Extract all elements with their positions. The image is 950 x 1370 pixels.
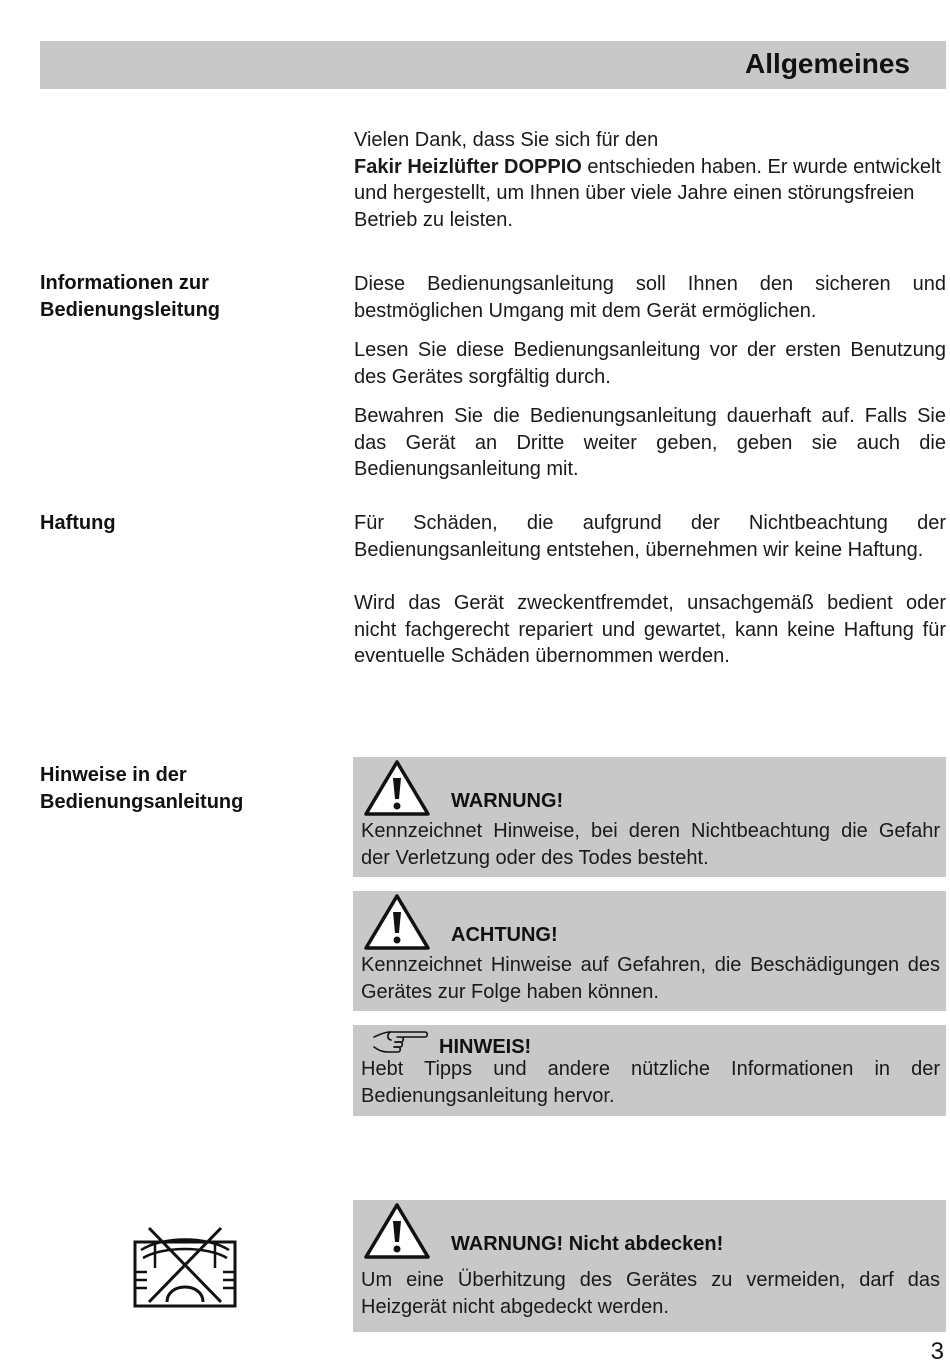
notice-text: Hebt Tipps und andere nützliche Informationen in der Bedienungsanleitung hervor. [361, 1058, 940, 1107]
page-title: Allgemeines [745, 48, 910, 79]
paragraph: Diese Bedienungsanleitung soll Ihnen den sicheren und bestmöglichen Umgang mit dem Gerät ermöglichen. [354, 273, 946, 322]
section-body-liability [354, 510, 946, 683]
paragraph: Lesen Sie diese Bedienungsanleitung vor der ersten Benutzung des Gerätes sorgfältig durch. [354, 339, 946, 388]
section-heading-line: Haftung [40, 512, 116, 534]
warning-triangle-icon [363, 1202, 431, 1260]
notice-head [361, 1200, 940, 1270]
notice-title: HINWEIS! [439, 1036, 532, 1058]
notice-text: Kennzeichnet Hinweise auf Gefahren, die Beschädigungen des Gerätes zur Folge haben können. [361, 954, 940, 1003]
page-header [40, 41, 946, 89]
section-heading-info [40, 270, 330, 324]
section-heading-line: Informationen zur [40, 272, 209, 294]
section-heading-line: Bedienungsanleitung [40, 791, 244, 813]
intro-rest: entschieden haben. Er wurde entwickelt und hergestellt, um Ihnen über viele Jahre einen störungsfreien Betrieb zu leisten. [354, 155, 941, 231]
do-not-cover-icon [133, 1222, 237, 1308]
product-name: Fakir Heizlüfter DOPPIO [354, 155, 582, 178]
paragraph: Für Schäden, die aufgrund der Nichtbeachtung der Bedienungsanleitung entstehen, übernehmen wir keine Haftung. [354, 512, 946, 561]
notice-text: Kennzeichnet Hinweise, bei deren Nichtbeachtung die Gefahr der Verletzung oder des Todes besteht. [361, 820, 940, 869]
page-number: 3 [930, 1338, 944, 1365]
hint-notice [353, 1025, 946, 1116]
notice-title: ACHTUNG! [451, 924, 558, 946]
warning-triangle-icon [363, 759, 431, 817]
intro-body [354, 154, 946, 234]
section-heading-notes [40, 762, 330, 816]
notice-text: Um eine Überhitzung des Gerätes zu vermeiden, darf das Heizgerät nicht abgedeckt werden. [361, 1269, 940, 1318]
section-heading-line: Hinweise in der [40, 764, 187, 786]
section-body-info [354, 271, 946, 496]
notice-head [361, 891, 940, 955]
warning-notice [353, 757, 946, 877]
paragraph: Wird das Gerät zweckentfremdet, unsachgemäß bedient oder nicht fachgerecht repariert und gewartet, kann keine Haftung für eventuelle Schäden übernommen werden. [354, 592, 946, 667]
paragraph: Bewahren Sie die Bedienungsanleitung dauerhaft auf. Falls Sie das Gerät an Dritte weiter geben, geben sie auch die Bedienungsanleitung mit. [354, 405, 946, 480]
notice-title: WARNUNG! Nicht abdecken! [451, 1233, 724, 1255]
warning-triangle-icon [363, 893, 431, 951]
notice-head [361, 1025, 940, 1059]
notice-head [361, 757, 940, 821]
section-heading-liability [40, 510, 330, 537]
pointing-hand-icon [371, 1027, 429, 1055]
intro-text [354, 127, 946, 233]
notice-title: WARNUNG! [451, 790, 564, 812]
caution-notice [353, 891, 946, 1011]
cover-warning-notice [353, 1200, 946, 1332]
section-heading-line: Bedienungsleitung [40, 299, 220, 321]
intro-line1: Vielen Dank, dass Sie sich für den [354, 129, 659, 151]
